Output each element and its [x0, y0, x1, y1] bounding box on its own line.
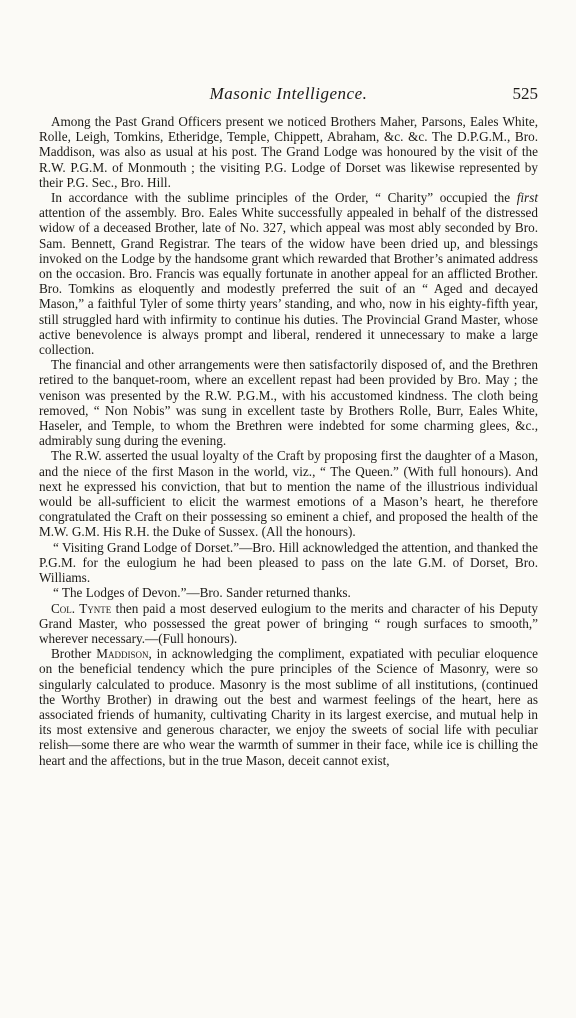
paragraph-text: , in acknowledging the compliment, expatiated with peculiar eloquence on the beneficial tendency which the pure principles of the Science of Masonry, were so singularly calculated to produce. Masonry is the most sublime of all institutions, (continued the Worthy Brother) in drawing out the best and warmest feelings of the heart, here as associated friends of humanity, cultivating Charity in its largest exercise, and mutual help in its most extensive and generous character, we enjoy the sweets of social life with peculiar relish—some there are who wear the warmth of summer in their face, while ice is chilling the heart and the affections, but in the true Mason, deceit cannot exist,	[39, 646, 538, 768]
paragraph-text: “ Visiting Grand Lodge of Dorset.”—Bro. Hill acknowledged the attention, and thanked the P.G.M. for the eulogium he had been pleased to pass on the late G.M. of Dorset, Bro. Williams.	[39, 539, 538, 586]
paragraph-text: Among the Past Grand Officers present we noticed Brothers Maher, Parsons, Eales White, Rolle, Leigh, Tomkins, Etheridge, Temple, Chippett, Abraham, &c. &c. The D.P.G.M., Bro. Maddison, was also as usual at his post. The Grand Lodge was honoured by the visit of the R.W. P.G.M. of Monmouth ; the visiting P.G. Lodge of Dorset was likewise represented by their P.G. Sec., Bro. Hill.	[39, 114, 538, 190]
page-header	[39, 84, 538, 104]
paragraph	[39, 448, 538, 539]
paragraph-text: Brother	[51, 646, 97, 662]
paragraph	[39, 114, 538, 190]
paragraph	[39, 601, 538, 647]
paragraph-text: In accordance with the sublime principles of the Order, “ Charity” occupied the	[51, 190, 517, 206]
paragraph-text: The R.W. asserted the usual loyalty of the Craft by proposing first the daughter of a Mason, and the niece of the first Mason in the world, viz., “ The Queen.” (With full honours). And next he expressed his conviction, that but to mention the name of the illustrious individual would be all-sufficient to elicit the warmest emotions of a Mason’s heart, he therefore congratulated the Craft on their possessing so eminent a chief, and proposed the health of the M.W. G.M. His R.H. the Duke of Sussex. (All the honours).	[39, 448, 538, 540]
paragraph	[39, 646, 538, 768]
speaker-name: Maddison	[96, 646, 149, 662]
paragraph-text: The financial and other arrangements were then satisfactorily disposed of, and the Brethren retired to the banquet-room, where an excellent repast had been provided by Bro. May ; the venison was presented by the R.W. P.G.M., with his accustomed kindness. The cloth being removed, “ Non Nobis” was sung in excellent taste by Brothers Rolle, Burr, Eales White, Haseler, and Temple, to whom the Brethren were indebted for some charming glees, &c., admirably sung during the evening.	[39, 357, 538, 449]
body-text	[39, 114, 538, 768]
emphasis-text: first	[516, 190, 538, 206]
paragraph-text: attention of the assembly. Bro. Eales White successfully appealed in behalf of the distressed widow of a deceased Brother, late of No. 327, which appeal was most ably seconded by Bro. Sam. Bennett, Grand Registrar. The tears of the widow have been dried up, and blessings invoked on the Lodge by the handsome grant which rewarded that Brother’s animated address on the occasion. Bro. Francis was equally fortunate in another appeal for an afflicted Brother. Bro. Tomkins as eloquently and modestly preferred the suit of an “ Aged and decayed Mason,” a faithful Tyler of some thirty years’ standing, and who, now in his eighty-fifth year, still struggled hard with infirmity to continue his duties. The Provincial Grand Master, whose active benevolence is always prompt and liberal, rendered it unnecessary to make a large collection.	[39, 205, 538, 358]
paragraph	[39, 540, 538, 586]
paragraph-text: “ The Lodges of Devon.”—Bro. Sander returned thanks.	[53, 585, 351, 601]
paragraph	[39, 585, 538, 600]
running-title: Masonic Intelligence.	[209, 84, 368, 103]
speaker-name: Col. Tynte	[51, 600, 112, 616]
page-number: 525	[512, 84, 538, 103]
paragraph	[39, 357, 538, 448]
paragraph	[39, 190, 538, 357]
paragraph-text: then paid a most deserved eulogium to the merits and character of his Deputy Grand Master, who possessed the great power of bringing “ rough surfaces to smooth,” wherever necessary.—(Full honours).	[39, 600, 538, 646]
